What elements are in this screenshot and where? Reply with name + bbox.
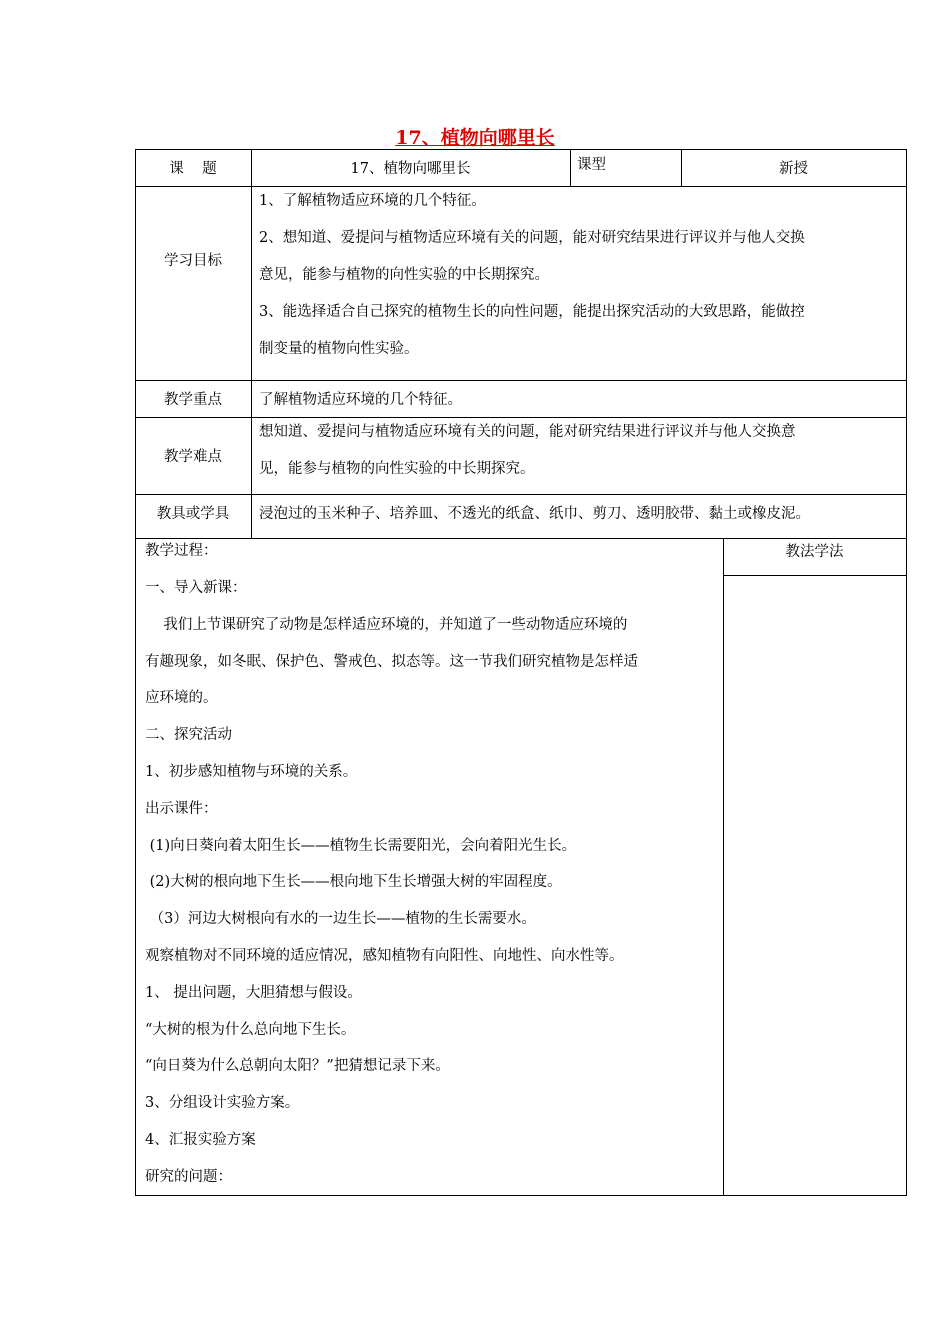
process-line: 应环境的。 [145, 690, 218, 707]
topic-value: 17、植物向哪里长 [350, 161, 471, 177]
process-line: 4、汇报实验方案 [145, 1131, 256, 1148]
process-line: 1、初步感知植物与环境的关系。 [145, 763, 358, 780]
objectives-content [259, 183, 903, 368]
process-line: “向日葵为什么总朝向太阳？”把猜想记录下来。 [145, 1058, 450, 1075]
process-line: 研究的问题： [145, 1168, 232, 1185]
difficulty-content [259, 414, 903, 488]
process-line: “大树的根为什么总向地下生长。 [145, 1021, 356, 1038]
process-label: 教学过程： [145, 543, 218, 559]
process-line: (2)大树的根向地下生长——根向地下生长增强大树的牢固程度。 [145, 874, 562, 891]
lesson-type-value: 新授 [779, 161, 808, 177]
process-line: 我们上节课研究了动物是怎样适应环境的，并知道了一些动物适应环境的 [145, 616, 628, 633]
key-point-label: 教学重点 [164, 392, 222, 408]
process-line: 3、分组设计实验方案。 [145, 1095, 300, 1112]
process-line: 有趣现象，如冬眠、保护色、警戒色、拟态等。这一节我们研究植物是怎样适 [145, 653, 638, 670]
document-title: 17、植物向哪里长 [395, 127, 555, 149]
objective-line: 2、想知道、爱提问与植物适应环境有关的问题，能对研究结果进行评议并与他人交换 [259, 230, 805, 246]
objective-line: 意见，能参与植物的向性实验的中长期探究。 [259, 267, 549, 283]
difficulty-line: 想知道、爱提问与植物适应环境有关的问题，能对研究结果进行评议并与他人交换意 [259, 424, 796, 440]
materials-text: 浸泡过的玉米种子、培养皿、不透光的纸盒、纸巾、剪刀、透明胶带、黏土或橡皮泥。 [259, 506, 810, 522]
process-line: (1)向日葵向着太阳生长——植物生长需要阳光，会向着阳光生长。 [145, 837, 577, 854]
objective-line: 制变量的植物向性实验。 [259, 341, 419, 357]
lesson-type-label: 课型 [577, 157, 606, 173]
process-line: 出示课件： [145, 800, 218, 817]
process-content [145, 570, 719, 1196]
process-line: 观察植物对不同环境的适应情况，感知植物有向阳性、向地性、向水性等。 [145, 947, 624, 964]
difficulty-line: 见，能参与植物的向性实验的中长期探究。 [259, 461, 535, 477]
objective-line: 3、能选择适合自己探究的植物生长的向性问题，能提出探究活动的大致思路，能做控 [259, 304, 805, 320]
process-line: （3）河边大树根向有水的一边生长——植物的生长需要水。 [145, 911, 536, 928]
objectives-label: 学习目标 [164, 252, 222, 269]
key-point-text: 了解植物适应环境的几个特征。 [259, 392, 462, 408]
method-column-label: 教法学法 [785, 544, 844, 560]
topic-label: 课 题 [169, 161, 217, 177]
objective-line: 1、了解植物适应环境的几个特征。 [259, 193, 486, 209]
process-line: 一、导入新课： [145, 580, 247, 596]
process-line: 1、 提出问题，大胆猜想与假设。 [145, 984, 362, 1001]
materials-label: 教具或学具 [156, 506, 230, 522]
difficulty-label: 教学难点 [164, 449, 222, 465]
process-line: 二、探究活动 [145, 727, 232, 744]
